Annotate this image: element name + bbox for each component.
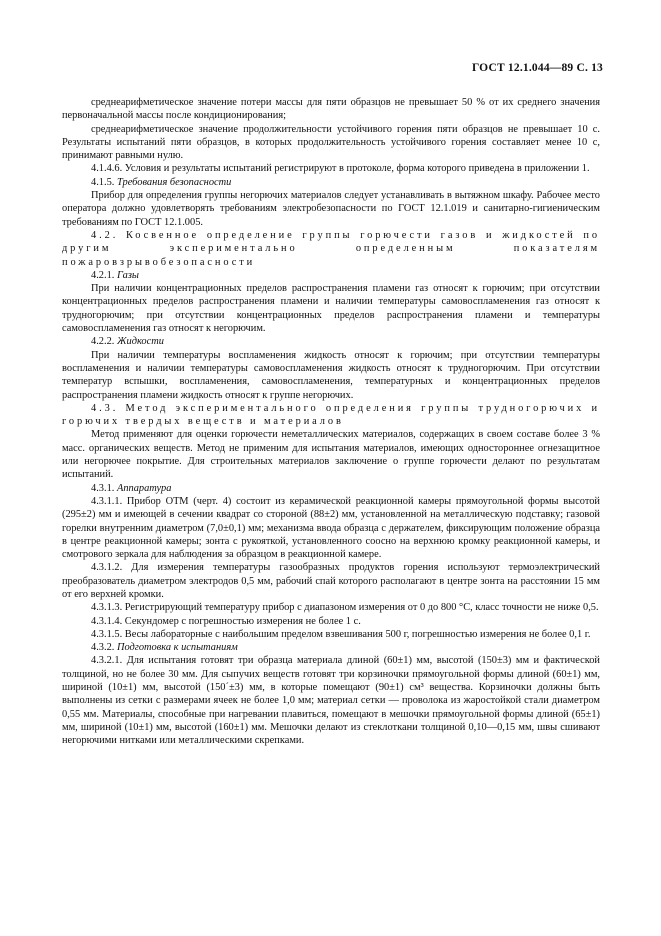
- section-title: Аппаратура: [116, 482, 172, 494]
- section-subheading: [62, 335, 600, 348]
- paragraph: 4.3.1.5. Весы лабораторные с наибольшим пределом взвешивания 500 г, погрешностью измерения не более 0,1 г.: [91, 628, 591, 640]
- paragraph: 4.3.2.1. Для испытания готовят три образца материала длиной (60±1) мм, высотой (150±3) мм и фактической толщиной, но не более 30 мм. Для сыпучих веществ готовят три корзиночки прямоугольной формы длиной (60±1) мм, шириной (10±1) мм, высотой (150´±3) мм, в которые помещают (90±1) см³ вещества. Корзиночки должны быть выполнены из сетки с размерами ячеек не более 1,0 мм; материал сетки — проволока из жаростойкой стали диаметром 0,55 мм. Материалы, способные при нагревании плавиться, помещают в мешочки прямоугольной формы длиной (65±1) мм, шириной (10±1) мм, высотой (160±1) мм. Мешочки делают из стеклоткани толщиной 0,10—0,15 мм, швы сшивают негорючими нитками или металлическими скрепками.: [62, 655, 600, 747]
- section-subheading: [62, 641, 600, 654]
- section-number: 4.1.5.: [91, 176, 117, 188]
- paragraph: среднеарифметическое значение продолжительности устойчивого горения пяти образцов не превышает 10 с. Результаты испытаний пяти образцов, в которых продолжительность устойчивого горения составляет менее 10 с, принимают равными нулю.: [62, 123, 600, 162]
- section-number: 4.2.1.: [91, 269, 117, 281]
- section-title: Подготовка к испытаниям: [116, 642, 238, 654]
- paragraph: Прибор для определения группы негорючих материалов следует устанавливать в вытяжном шкафу. Рабочее место оператора должно удовлетворять требованиям электробезопасности по ГОСТ 12.1.019 и санитарно-гигиеническим требованиям по ГОСТ 12.1.005.: [62, 190, 600, 228]
- document-body: [62, 96, 600, 748]
- section-number: 4.3.1.: [91, 482, 117, 494]
- section-heading: 4.3. Метод экспериментального определения группы трудногорючих и горючих твердых веществ и материалов: [62, 402, 600, 428]
- paragraph: 4.3.1.4. Секундомер с погрешностью измерения не более 1 с.: [91, 615, 361, 627]
- page-header: ГОСТ 12.1.044—89 С. 13: [471, 62, 603, 74]
- section-subheading: [62, 269, 600, 282]
- section-number: 4.2.2.: [91, 336, 117, 348]
- section-title: Требования безопасности: [116, 176, 232, 188]
- section-heading: 4.2. Косвенное определение группы горючести газов и жидкостей по другим экспериментально определенным показателям пожаровзрывобезопасности: [62, 229, 600, 268]
- paragraph: 4.1.4.6. Условия и результаты испытаний регистрируют в протоколе, форма которого приведена в приложении 1.: [91, 163, 590, 175]
- section-title: Газы: [116, 269, 139, 281]
- paragraph: Метод применяют для оценки горючести неметаллических материалов, содержащих в своем составе более 3 % масс. органических веществ. Метод не применим для испытания материалов, имеющих одностороннее огнезащитное или негорючее покрытие. Для строительных материалов заключение о группе горючести делают по результатам испытаний.: [62, 429, 600, 481]
- paragraph: При наличии температуры воспламенения жидкость относят к горючим; при отсутствии температуры воспламенения и наличии температуры самовоспламенения жидкость относят к трудногорючим. При отсутствии температур вспышки, воспламенения, самовоспламенения, температурных и концентрационных пределов распространения пламени жидкость относят к группе негорючих.: [62, 349, 600, 401]
- paragraph: 4.3.1.3. Регистрирующий температуру прибор с диапазоном измерения от 0 до 800 °С, класс точности не ниже 0,5.: [91, 602, 599, 614]
- paragraph: 4.3.1.2. Для измерения температуры газообразных продуктов горения используют термоэлектрический преобразователь диаметром электродов 0,5 мм, рабочий спай которого располагают в центре зонта на расстоянии 15 мм от его верхней кромки.: [62, 562, 600, 600]
- section-number: 4.3.2.: [91, 642, 117, 654]
- paragraph: среднеарифметическое значение потери массы для пяти образцов не превышает 50 % от их среднего значения первоначальной массы после кондиционирования;: [62, 97, 600, 122]
- section-subheading: [62, 482, 600, 495]
- section-title: Жидкости: [116, 336, 164, 348]
- paragraph: 4.3.1.1. Прибор ОТМ (черт. 4) состоит из керамической реакционной камеры прямоугольной формы высотой (295±2) мм и имеющей в сечении квадрат со стороной (88±2) мм, установленной на металлическую подставку; газовой горелки внутренним диаметром (7,0±0,1) мм; механизма ввода образца с держателем, фиксирующим положение образца в центре реакционной камеры; зонта с рукояткой, установленного соосно на верхнюю кромку реакционной камеры, и смотрового зеркала для наблюдения за образцом в реакционной камере.: [62, 495, 600, 561]
- section-subheading: [62, 176, 600, 189]
- paragraph: При наличии концентрационных пределов распространения пламени газ относят к горючим; при отсутствии концентрационных пределов распространения пламени и наличии температуры самовоспламенения газ относят к трудногорючим; при отсутствии концентрационных пределов распространения пламени и температуры самовоспламенения газ относят к негорючим.: [62, 283, 600, 335]
